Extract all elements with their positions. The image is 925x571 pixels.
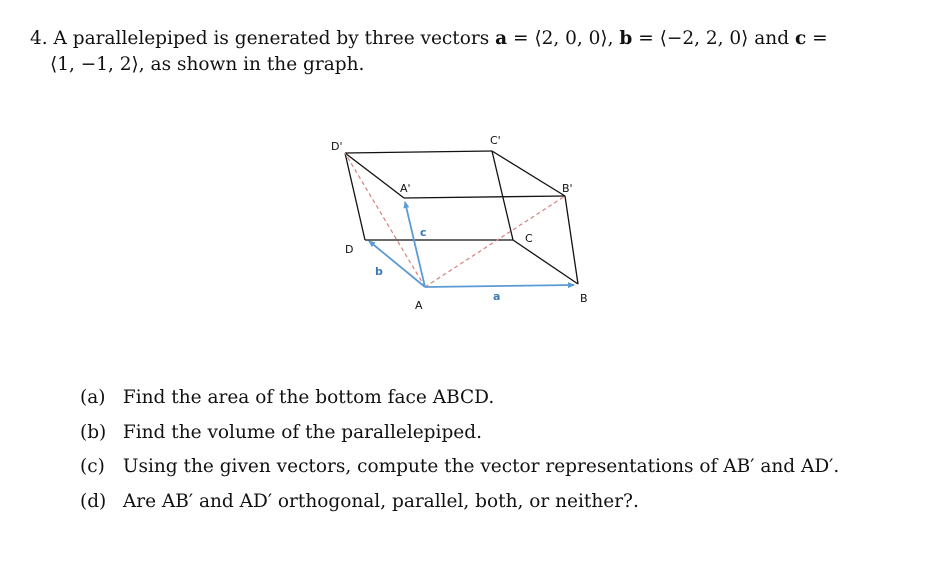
vector-b-value: = ⟨−2, 2, 0⟩ <box>638 28 749 49</box>
equals-sign: = <box>812 28 828 49</box>
part-d <box>80 488 839 523</box>
edge-bprime-aprime <box>404 196 565 198</box>
top-face <box>345 151 565 198</box>
label-dprime: D' <box>331 140 343 153</box>
vector-c-arrow <box>405 202 425 287</box>
dashed-diagonals <box>345 153 565 287</box>
label-a: A <box>415 299 423 312</box>
part-c-text: Using the given vectors, compute the vector representations of AB′ and AD′. <box>122 456 840 477</box>
vector-b-arrow <box>369 241 425 287</box>
edge-dprime-cprime <box>345 151 492 153</box>
part-b-label: (b) <box>80 421 107 443</box>
vector-a-arrow <box>425 285 574 287</box>
edge-c-cprime <box>492 151 513 240</box>
vertical-edges <box>345 151 578 284</box>
part-c-label: (c) <box>80 456 105 477</box>
label-b: B <box>580 292 588 305</box>
label-bprime: B' <box>562 182 573 195</box>
vector-label-b: b <box>375 265 383 278</box>
edge-d-dprime <box>345 153 365 240</box>
vectors <box>369 202 574 287</box>
label-d: D <box>345 243 354 256</box>
part-c <box>80 453 839 488</box>
label-c: C <box>525 232 533 245</box>
vector-label-a: a <box>493 290 501 303</box>
vector-a-name: a <box>495 28 508 49</box>
part-b <box>80 419 839 454</box>
vector-b-name: b <box>619 28 633 49</box>
part-a <box>80 384 839 419</box>
label-cprime: C' <box>490 134 501 147</box>
label-aprime: A' <box>400 182 411 195</box>
edge-cprime-bprime <box>492 151 565 196</box>
diagonal-a-bprime <box>425 196 565 287</box>
vector-c-name: c <box>794 28 807 49</box>
vector-label-c: c <box>420 226 427 239</box>
problem-line-2 <box>30 52 900 78</box>
bottom-face <box>365 240 578 284</box>
edge-b-bprime <box>565 196 578 284</box>
part-a-text: Find the area of the bottom face ABCD. <box>122 387 495 408</box>
problem-number: 4. <box>30 28 48 49</box>
part-d-text: Are AB′ and AD′ orthogonal, parallel, both, or neither?. <box>122 490 639 512</box>
vector-a-value: = ⟨2, 0, 0⟩, <box>512 28 614 49</box>
and-text: and <box>754 28 790 49</box>
part-d-label: (d) <box>80 490 107 512</box>
part-b-text: Find the volume of the parallelepiped. <box>122 421 482 443</box>
problem-tail: as shown in the graph. <box>150 54 365 75</box>
part-a-label: (a) <box>80 387 106 408</box>
edge-c-b <box>513 240 578 284</box>
question-parts <box>80 384 839 522</box>
vector-c-value: ⟨1, −1, 2⟩, <box>50 54 145 75</box>
problem-line-1 <box>30 26 900 52</box>
problem-intro: A parallelepiped is generated by three vectors <box>53 28 490 49</box>
diagonal-a-dprime <box>345 153 425 287</box>
edge-aprime-dprime <box>345 153 404 198</box>
problem-statement <box>30 26 900 78</box>
